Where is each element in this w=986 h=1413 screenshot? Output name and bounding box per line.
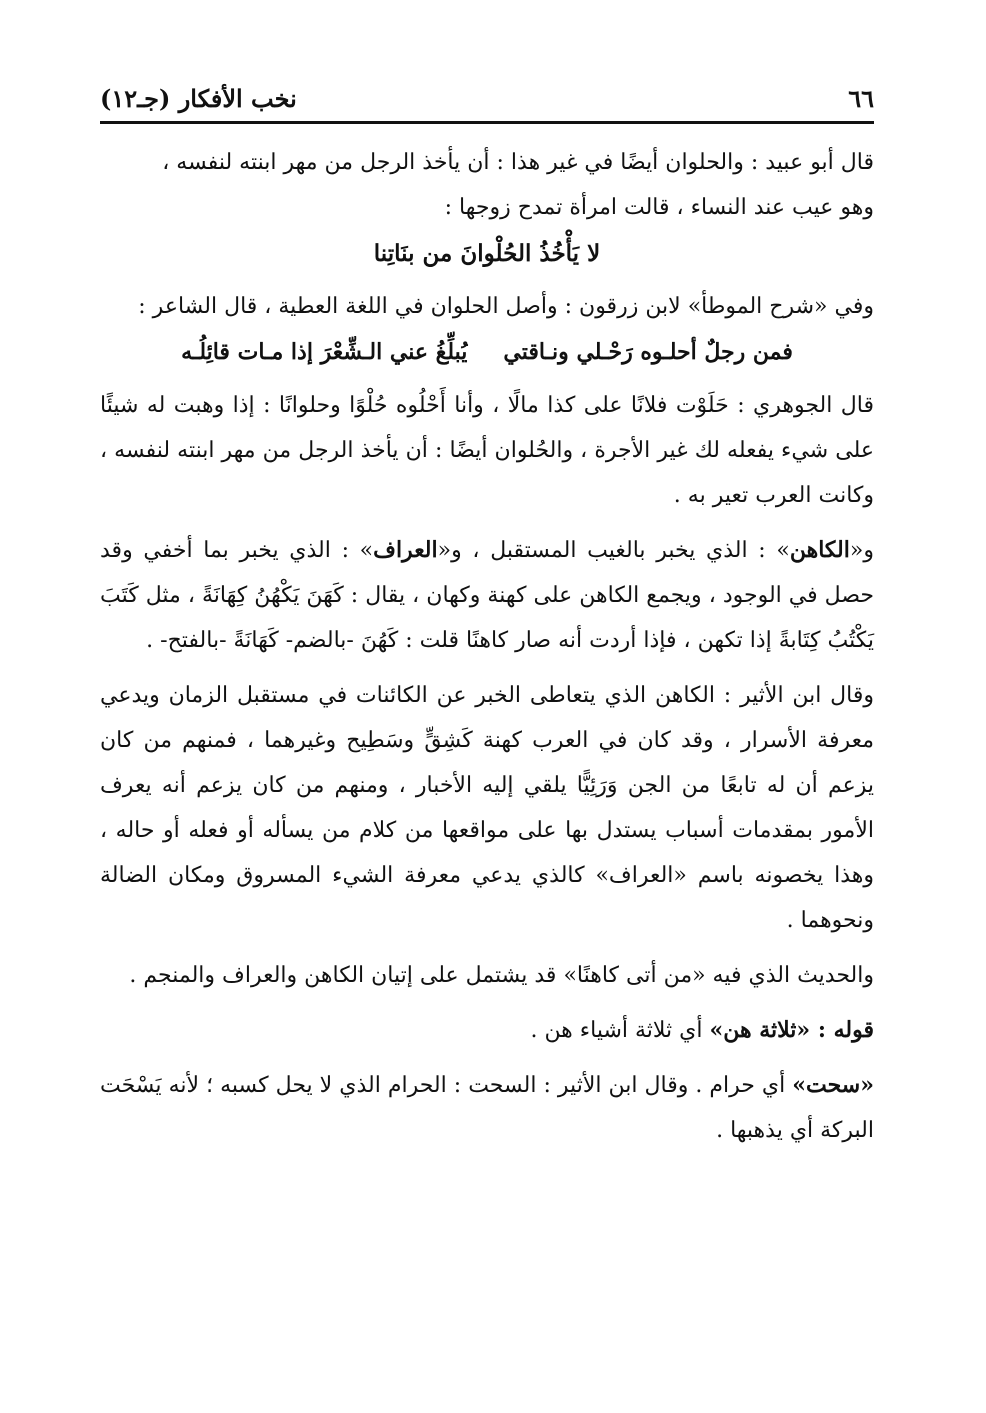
paragraph-line: قال أبو عبيد : والحلوان أيضًا في غير هذا : أن يأخذ الرجل من مهر ابنته لنفسه ، [162,150,874,175]
poetry-couplet [100,329,874,375]
paragraph-line: وهو عيب عند النساء ، قالت امرأة تمدح زوجها : [444,195,874,220]
term-arraf: العراف [373,537,438,563]
paragraph-abu-ubayd [100,140,874,230]
text-segment: أي ثلاثة أشياء هن . [530,1018,710,1043]
text-segment: و« [849,538,874,563]
page-number: ٦٦ [848,84,874,113]
couplet-second-hemistich: يُبلِّغُ عني الـشِّعْرَ إذا مـات قائِلُـه [181,339,468,365]
text-segment: » : الذي يخبر بالغيب المستقبل ، و« [437,538,790,563]
book-page [100,84,874,1393]
paragraph-ibn-athir: وقال ابن الأثير : الكاهن الذي يتعاطى الخبر عن الكائنات في مستقبل الزمان ويدعي معرفة الأسرار ، وقد كان في العرب كهنة كَشِقٍّ وسَطِيح وغيرهما ، فمنهم من كان يزعم أن له تابعًا من الجن وَرَئِيًّا يلقي إليه الأخبار ، ومنهم من كان يزعم أنه يعرف الأمور بمقدمات أسباب يستدل بها على مواقعها من كلام من يسأله أو فعله أو حاله ، وهذا يخصونه باسم «العراف» كالذي يدعي معرفة الشيء المسروق ومكان الضالة ونحوهما . [100,683,874,933]
header-rule [100,121,874,124]
text-segment: » : الذي يخبر بما أخفي وقد حصل في الوجود ، ويجمع الكاهن على كهنة وكهان ، يقال : كَهَنَ يَكْهُنُ كِهَانَةً ، مثل كَتَبَ يَكْتُبُ كِتَابةً إذا تكهن ، فإذا أردت أنه صار كاهنًا قلت : كَهُنَ -بالضم- كَهَانَةً -بالفتح- . [100,538,874,653]
couplet-first-hemistich: فمن رجلٌ أحلـوه رَحْـلي ونـاقتي [503,339,793,365]
paragraph-thalatha [100,1008,874,1053]
quote-label-thalatha: قوله : «ثلاثة هن» [709,1017,874,1043]
term-kahin: الكاهن [789,537,850,563]
paragraph-hadith: والحديث الذي فيه «من أتى كاهنًا» قد يشتمل على إتيان الكاهن والعراف والمنجم . [129,963,874,988]
paragraph-kahin [100,528,874,663]
page-header [100,84,874,119]
book-title: نخب الأفكار (جـ١٢) [100,84,297,113]
text-segment: أي حرام . وقال ابن الأثير : السحت : الحرام الذي لا يحل كسبه ؛ لأنه يَسْحَت البركة أي يذهبها . [100,1073,874,1143]
paragraph-suht [100,1063,874,1153]
paragraph-jawhari: قال الجوهري : حَلَوْت فلانًا على كذا مالًا ، وأنا أَحْلُوه حُلْوًا وحلوانًا : إذا وهبت له شيئًا على شيء يفعله لك غير الأجرة ، والحُلوان أيضًا : أن يأخذ الرجل من مهر ابنته لنفسه ، وكانت العرب تعير به . [100,393,874,508]
verse-line: لا يَأْخُذُ الحُلْوانَ من بنَاتِنا [373,240,601,267]
quote-label-suht: «سحت» [792,1072,874,1098]
paragraph-sharh-muwatta: وفي «شرح الموطأ» لابن زرقون : وأصل الحلوان في اللغة العطية ، قال الشاعر : [138,294,874,319]
